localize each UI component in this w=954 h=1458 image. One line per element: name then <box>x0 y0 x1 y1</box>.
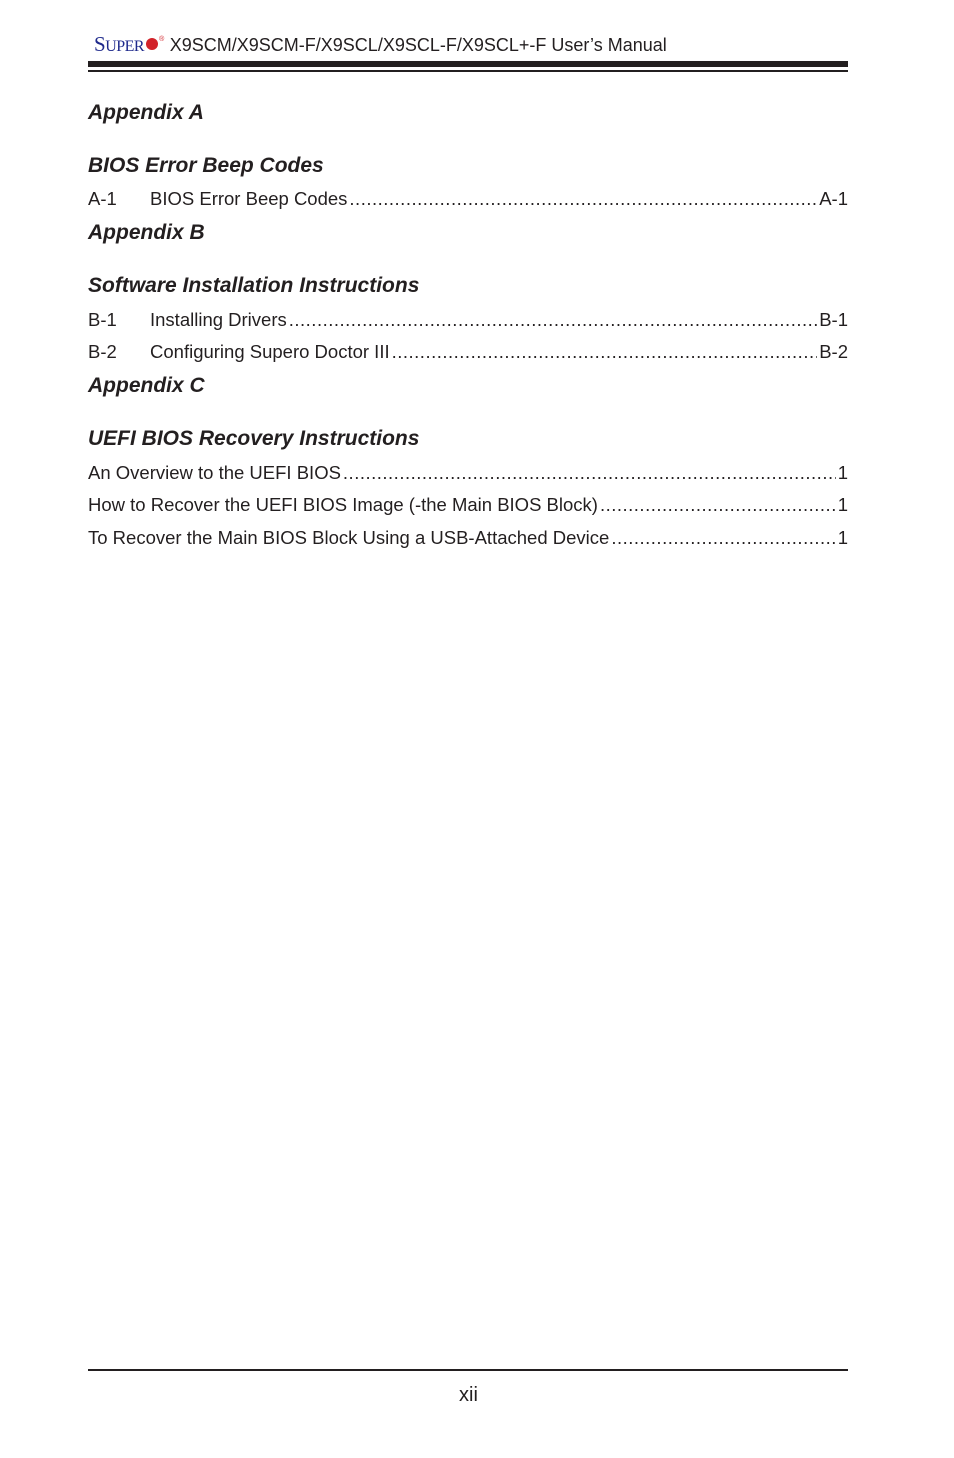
footer-rule <box>88 1369 848 1371</box>
toc-entry-label: BIOS Error Beep Codes <box>150 188 348 209</box>
toc-entry-b-1[interactable] <box>88 309 848 333</box>
toc-entry-page: 1 <box>837 462 848 483</box>
dot-leader <box>392 341 818 363</box>
toc-entry-label: Installing Drivers <box>150 309 287 330</box>
dot-leader <box>289 309 817 331</box>
toc-entry-c-usb-recover[interactable] <box>88 527 848 551</box>
toc-entry-label: How to Recover the UEFI BIOS Image (-the Main BIOS Block) <box>88 494 598 515</box>
supermicro-logo-icon <box>94 32 164 57</box>
header-rule-thin <box>88 70 848 72</box>
dot-leader <box>343 462 836 484</box>
logo-registered-mark: ® <box>159 36 164 43</box>
dot-leader <box>349 188 817 210</box>
toc-entry-page: 1 <box>837 527 848 548</box>
appendix-a-heading: Appendix A <box>88 101 204 124</box>
appendix-b-heading: Appendix B <box>88 221 205 244</box>
appendix-b-title: Software Installation Instructions <box>88 274 420 297</box>
toc-entry-page: A-1 <box>819 188 848 209</box>
dot-leader <box>611 527 835 549</box>
header-rule-thick <box>88 61 848 67</box>
toc-entry-a-1[interactable] <box>88 188 848 212</box>
page-number: xii <box>459 1384 478 1406</box>
toc-entry-label: To Recover the Main BIOS Block Using a USB-Attached Device <box>88 527 610 548</box>
toc-entry-number: B-1 <box>88 309 117 330</box>
dot-leader <box>600 494 836 516</box>
toc-entry-c-overview[interactable] <box>88 462 848 486</box>
toc-entry-label: Configuring Supero Doctor III <box>150 341 390 362</box>
logo-letter-s: S <box>94 32 106 56</box>
appendix-c-title: UEFI BIOS Recovery Instructions <box>88 427 420 450</box>
page-header <box>94 32 667 58</box>
toc-entry-number: A-1 <box>88 188 117 209</box>
toc-entry-b-2[interactable] <box>88 341 848 365</box>
appendix-a-title: BIOS Error Beep Codes <box>88 154 324 177</box>
toc-entry-label: An Overview to the UEFI BIOS <box>88 462 341 483</box>
manual-title: X9SCM/X9SCM-F/X9SCL/X9SCL-F/X9SCL+-F User’s Manual <box>169 35 667 55</box>
appendix-c-heading: Appendix C <box>88 374 205 397</box>
logo-letters-uper: UPER <box>105 38 145 55</box>
toc-entry-c-recover-image[interactable] <box>88 494 848 518</box>
toc-entry-number: B-2 <box>88 341 117 362</box>
toc-entry-page: 1 <box>837 494 848 515</box>
toc-entry-page: B-2 <box>819 341 848 362</box>
logo-dot-icon <box>146 38 158 50</box>
toc-entry-page: B-1 <box>819 309 848 330</box>
